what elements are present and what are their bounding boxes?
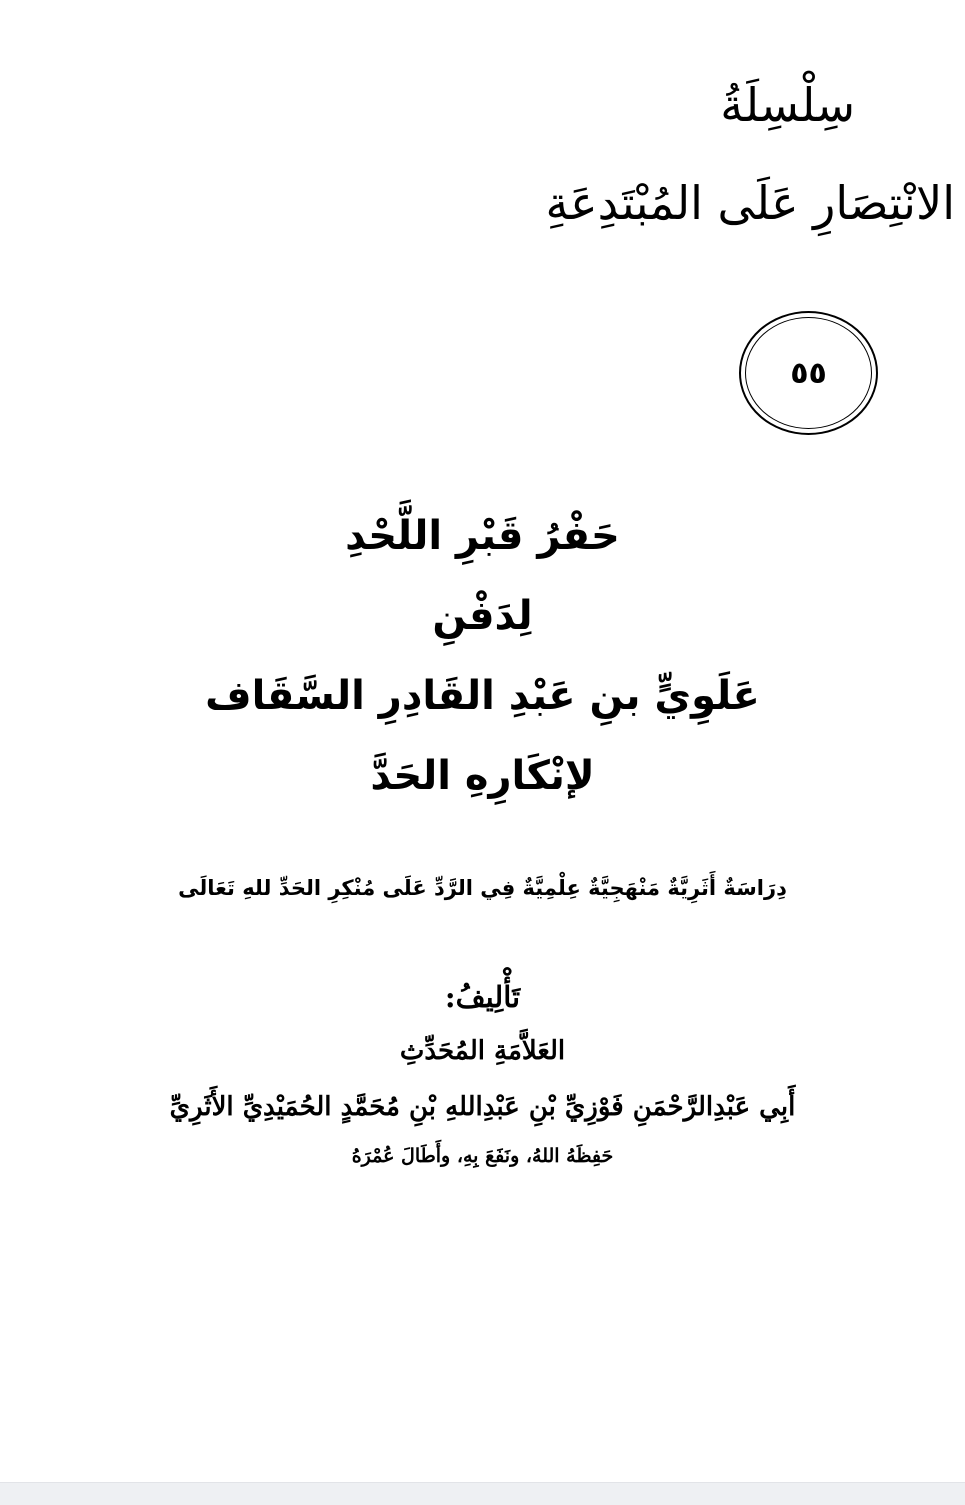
title-line: لإنْكَارِهِ الحَدَّ [370,753,595,799]
book-subtitle: دِرَاسَةٌ أَثَرِيَّةٌ مَنْهَجِيَّةٌ عِلْمِيَّةٌ فِي الرَّدِّ عَلَى مُنْكِرِ الحَدِّ للهِ تَعَالَى [178,876,787,900]
series-number-badge [739,311,878,435]
book-title [0,496,965,816]
author-name: أَبِي عَبْدِالرَّحْمَنِ فَوْزِيِّ بْنِ عَبْدِاللهِ بْنِ مُحَمَّدٍ الحُمَيْدِيِّ الأَثَرِيِّ [169,1092,796,1122]
title-line: حَفْرُ قَبْرِ اللَّحْدِ [345,513,620,559]
series-label: سِلْسِلَةُ [720,78,855,132]
series-number: ٥٥ [790,355,827,391]
title-line: لِدَفْنِ [432,593,533,639]
author-label: تَأْلِيفُ: [444,980,521,1014]
author-section [0,970,965,1176]
author-prayer: حَفِظَهُ اللهُ، ونَفَعَ بِهِ، وأَطَالَ عُمْرَهُ [351,1145,614,1167]
series-name: الانْتِصَارِ عَلَى المُبْتَدِعَةِ [545,176,955,230]
title-line: عَلَوِيٍّ بنِ عَبْدِ القَادِرِ السَّقَاف [205,673,760,719]
series-header [435,70,955,238]
bottom-strip [0,1482,965,1505]
author-honorific: العَلاَّمَةِ المُحَدِّثِ [399,1036,566,1066]
